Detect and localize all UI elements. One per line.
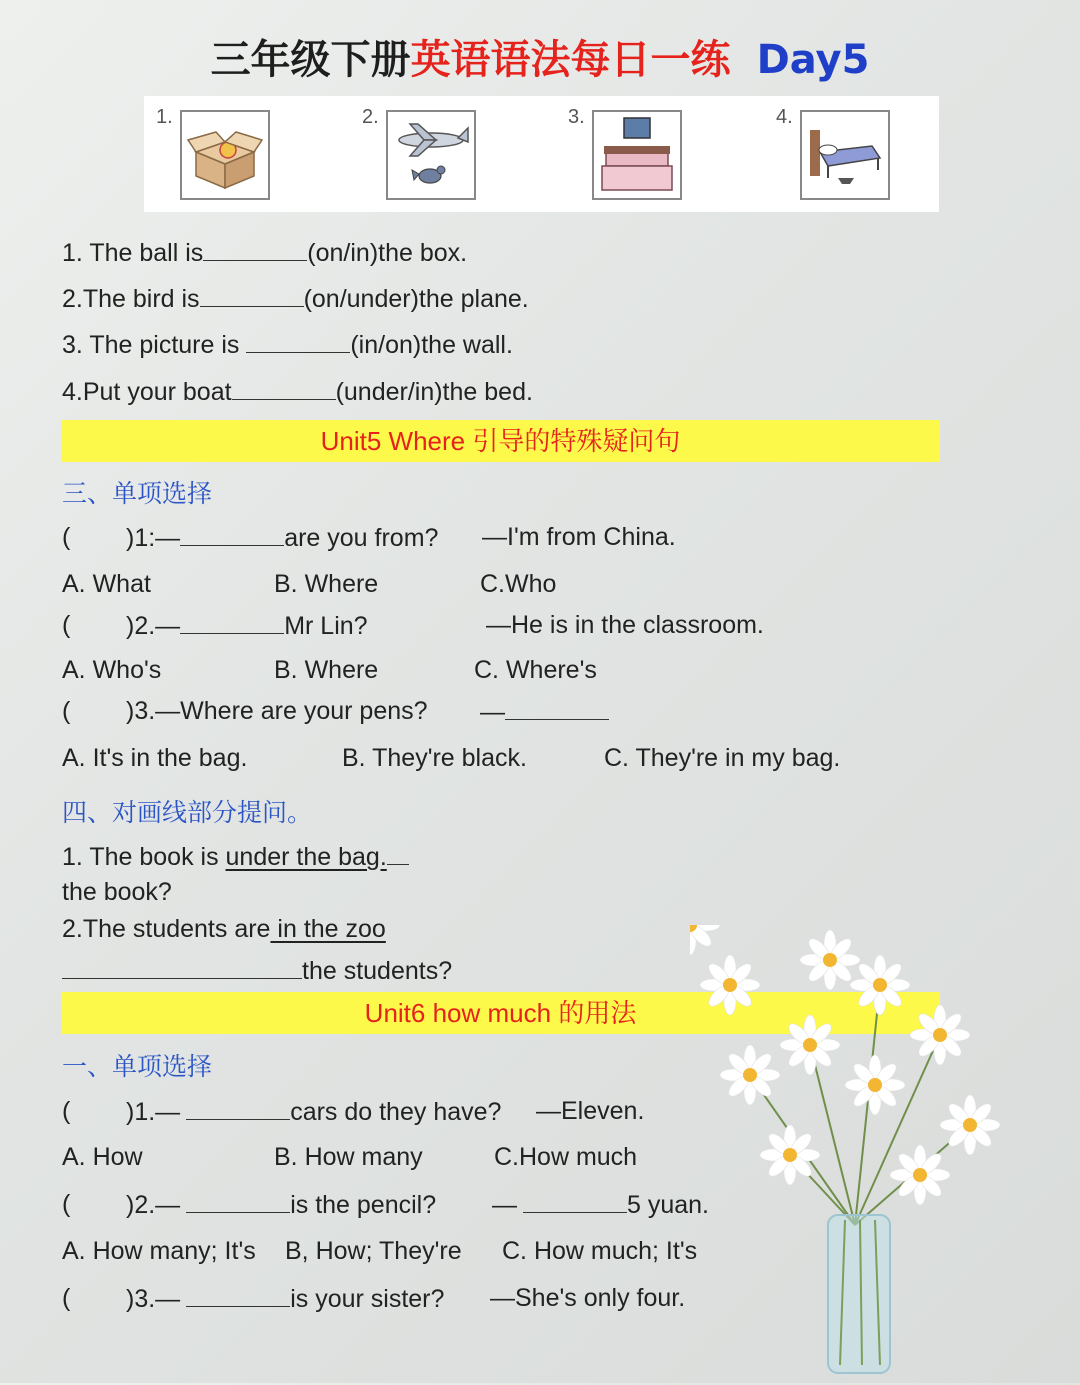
- option-b: B. Where: [274, 570, 379, 598]
- paren: (: [62, 1284, 71, 1312]
- question-text: is the pencil?: [290, 1191, 437, 1219]
- rewrite-text: 2.The students are: [62, 915, 271, 943]
- question-3: [62, 697, 70, 726]
- picture-number: 4.: [776, 106, 793, 128]
- picture-number: 1.: [156, 106, 173, 128]
- option-a: A. Who's: [62, 656, 162, 684]
- plane-with-bird-icon: [386, 110, 476, 200]
- option-a: A. How: [62, 1143, 143, 1171]
- picture-strip: [144, 96, 939, 212]
- answer-text: —Eleven.: [536, 1097, 645, 1125]
- question-3-body: )3.—Where are your pens?: [126, 697, 428, 725]
- section-title: 三、单项选择: [62, 479, 213, 508]
- paren: (: [62, 523, 71, 551]
- fill-item-2: [62, 284, 529, 314]
- fill-item-1: [62, 238, 467, 268]
- unit6-banner: Unit6 how much 的用法: [61, 992, 940, 1034]
- bed-with-boat-icon: [800, 110, 890, 200]
- question-number: )1:—: [126, 524, 181, 552]
- option-c: C.Who: [480, 570, 557, 598]
- answer-text: —: [480, 698, 505, 726]
- paren: (: [62, 1097, 71, 1125]
- fill-text: (under/in)the bed.: [335, 378, 533, 406]
- rewrite-text: 1. The book is: [62, 843, 226, 871]
- paren: (: [62, 1190, 71, 1218]
- answer-text: —He is in the classroom.: [486, 611, 764, 639]
- answer-blank[interactable]: [203, 238, 307, 261]
- fill-text: (on/under)the plane.: [303, 285, 529, 313]
- answer-dash: —: [492, 1191, 517, 1219]
- underlined-part: in the zoo: [270, 915, 386, 943]
- picture-number: 2.: [362, 106, 379, 128]
- answer-blank[interactable]: [232, 377, 336, 400]
- answer-text: —She's only four.: [490, 1284, 686, 1312]
- question-3-body: [126, 1284, 444, 1314]
- option-a: A. What: [62, 570, 151, 598]
- fill-text: 1. The ball is: [62, 239, 204, 267]
- question-2: [62, 1190, 70, 1219]
- option-c: C. They're in my bag.: [604, 744, 841, 772]
- option-b: B. They're black.: [342, 744, 527, 772]
- answer-blank[interactable]: [186, 1190, 290, 1213]
- answer-text: 5 yuan.: [627, 1191, 710, 1219]
- picture-1: [156, 106, 281, 210]
- answer-blank[interactable]: [186, 1284, 290, 1307]
- picture-on-wall-icon: [592, 110, 682, 200]
- question-2-answer: [492, 1190, 709, 1220]
- fill-text: 4.Put your boat: [62, 378, 232, 406]
- question-2-body: [126, 611, 368, 641]
- question-number: )1.—: [126, 1098, 181, 1126]
- question-3: [62, 1284, 70, 1313]
- question-text: cars do they have?: [290, 1098, 502, 1126]
- fill-text: 3. The picture is: [62, 331, 247, 359]
- question-number: )3.—: [126, 1285, 181, 1313]
- question-1-body: [126, 1097, 501, 1127]
- rewrite-item-2: [62, 915, 386, 944]
- paren: (: [62, 611, 71, 639]
- answer-blank[interactable]: [387, 842, 409, 865]
- answer-text: —I'm from China.: [482, 523, 676, 551]
- option-c: C.How much: [494, 1143, 638, 1171]
- question-number: )2.—: [126, 612, 181, 640]
- section-title: 四、对画线部分提问。: [62, 798, 313, 827]
- question-text: Mr Lin?: [284, 612, 368, 640]
- option-b: B. Where: [274, 656, 379, 684]
- title-subject: 英语语法每日一练: [410, 37, 731, 83]
- question-1-body: [126, 523, 438, 553]
- rewrite-text: the students?: [302, 957, 453, 985]
- rewrite-item-2-answer: [62, 956, 452, 986]
- fill-text: (on/in)the box.: [307, 239, 468, 267]
- answer-blank[interactable]: [200, 284, 304, 307]
- question-1: [62, 1097, 70, 1126]
- fill-item-3: [62, 330, 513, 360]
- option-c: C. Where's: [474, 656, 597, 684]
- section-title: 一、单项选择: [62, 1052, 213, 1081]
- option-a: A. How many; It's: [62, 1237, 256, 1265]
- answer-blank[interactable]: [523, 1190, 627, 1213]
- paren: (: [62, 697, 71, 725]
- answer-blank[interactable]: [180, 523, 284, 546]
- underlined-part: under the bag.: [225, 843, 387, 871]
- answer-blank[interactable]: [180, 611, 284, 634]
- question-2: [62, 611, 70, 640]
- rewrite-item-1: [62, 842, 409, 872]
- option-c: C. How much; It's: [502, 1237, 698, 1265]
- picture-2: [362, 106, 487, 210]
- fill-item-4: [62, 377, 533, 407]
- daisy-bouquet-in-vase-icon: [690, 925, 1020, 1380]
- picture-number: 3.: [568, 106, 585, 128]
- option-b: B, How; They're: [285, 1237, 462, 1265]
- option-a: A. It's in the bag.: [62, 744, 248, 772]
- picture-3: [568, 106, 693, 210]
- answer-blank[interactable]: [186, 1097, 290, 1120]
- question-text: are you from?: [284, 524, 439, 552]
- option-b: B. How many: [274, 1143, 423, 1171]
- question-1: [62, 523, 70, 552]
- question-3-answer: [480, 697, 609, 727]
- fill-text: 2.The bird is: [62, 285, 200, 313]
- answer-blank[interactable]: [505, 697, 609, 720]
- box-with-ball-icon: [180, 110, 270, 200]
- title-day: Day5: [756, 37, 870, 83]
- question-text: is your sister?: [290, 1285, 445, 1313]
- unit5-banner: Unit5 Where 引导的特殊疑问句: [61, 420, 940, 462]
- title-grade: 三年级下册: [210, 37, 411, 83]
- page-title: [0, 28, 1080, 85]
- answer-blank[interactable]: [246, 330, 350, 353]
- answer-blank[interactable]: [62, 956, 302, 979]
- question-2-body: [126, 1190, 436, 1220]
- rewrite-text: the book?: [62, 878, 172, 906]
- picture-4: [776, 106, 901, 210]
- question-number: )2.—: [126, 1191, 181, 1219]
- fill-text: (in/on)the wall.: [350, 331, 513, 359]
